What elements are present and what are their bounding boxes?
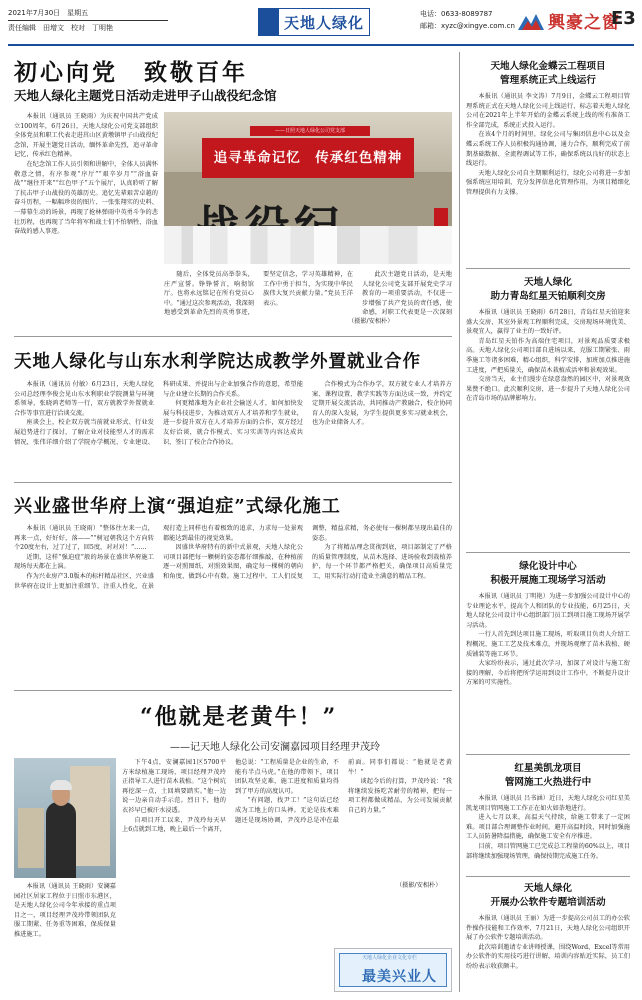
section-divider bbox=[466, 754, 630, 755]
right-article3-p1: 本报讯（通讯员 丁明艳）为进一步加强公司设计中心的专业理论水平，提高个人和团队的专业技能，6月25日，天地人绿化公司设计中心组织部门员工到项目施工现场开展学习活动。 bbox=[466, 593, 630, 629]
article4-lead bbox=[14, 882, 116, 990]
right-article2-title-line2: 助力青岛红星天铂顺利交房 bbox=[490, 291, 606, 302]
article1-photo bbox=[164, 112, 452, 264]
section-divider bbox=[466, 268, 630, 269]
party-flag-icon bbox=[434, 208, 448, 226]
right-article5-body bbox=[466, 914, 630, 992]
right-article2-p1: 本报讯（通讯员 王晓雨）6月28日，青岛红星天铂迎来盛大交房，其室外景观工程顺利完成，交房现场环境优美、景观宜人，赢得了业主的一致好评。 bbox=[466, 309, 630, 336]
right-article4-p3: 目前，项目管网施工已完成总工程量的60%以上，项目部将继续加强现场管理，确保按期完成施工任务。 bbox=[466, 842, 630, 860]
article3-p5: 为了将精品理念贯彻到底，项目部制定了严格的质量管理制度，从苗木选择、进场验收到栽植养护，每一个环节都严格把关，确保项目高质量完工，用实际行动打造业主满意的精品工程。 bbox=[312, 544, 452, 580]
article4-photo bbox=[14, 758, 116, 878]
right-article3-title-line2: 积极开展施工现场学习活动 bbox=[490, 575, 606, 586]
photo-crowd bbox=[164, 226, 452, 264]
page-number: E3 bbox=[611, 8, 636, 29]
column-badge bbox=[334, 948, 452, 992]
article3-p4: 因盛世华府特有的新中式景观，天地人绿化公司项目部把每一颗树的姿态都仔细推敲，在种植前逐一对照图纸、对照效果图，确定每一棵树的朝向和角度，做到心中有数。施工过程中，工人们反复调整，精益求精，务必使每一棵树都呈现出最佳的姿态。 bbox=[163, 525, 452, 580]
section-header bbox=[258, 8, 370, 36]
right-article5-title-line1: 天地人绿化 bbox=[524, 883, 572, 894]
column-badge-inner bbox=[339, 953, 447, 987]
article2-title: 天地人绿化与山东水利学院达成教学外置就业合作 bbox=[14, 352, 421, 372]
right-article2-title bbox=[466, 276, 630, 304]
article1-photo-credit: （摄影/安相朴） bbox=[348, 318, 394, 325]
article4-subtitle: ——记天地人绿化公司安澜嘉园项目经理尹茂玲 bbox=[170, 742, 380, 753]
section-divider bbox=[466, 876, 630, 877]
right-article1-title bbox=[466, 60, 630, 88]
right-article1-title-line2: 管理系统正式上线运行 bbox=[500, 75, 596, 86]
red-banner: 追寻革命记忆 传承红色精神 bbox=[202, 138, 414, 178]
right-article2-title-line1: 天地人绿化 bbox=[524, 277, 572, 288]
section-divider bbox=[14, 482, 452, 483]
right-article3-title bbox=[466, 560, 630, 588]
photo-building bbox=[18, 808, 44, 868]
article2-body bbox=[14, 380, 452, 476]
article2-p1: 本报讯（通讯员 付敏）6月23日，天地人绿化公司总经理李俊会见山东水利职业学院测量与环境系领导，张晓鸿老师等一行，双方就教学外置就业合作等事宜进行洽谈交流。 bbox=[14, 381, 154, 417]
masthead-contact bbox=[420, 8, 515, 32]
column-badge-tag: 天地人绿化企业文化专栏 bbox=[362, 955, 418, 961]
article1-p2: 在纪念馆工作人员引领和讲解中，全体人员满怀敬意之情，有序参观“序厅”“艰辛岁月”“浴血奋战”“继往开来”“红色甲子”五个展厅，认真聆听了解了抗击甲子山战役的英雄历史。追忆先辈艰苦卓越的奋斗历程，一幅幅珍贵的图片、一张张翔实的史料、一幕幕生动的场景，再现了抢林弹雨中英勇斗争的悲壮历程，也再现了当年将军和战士们不怕牺牲、浴血奋战的感人事迹。 bbox=[14, 160, 158, 236]
right-article1-title-line1: 天地人绿化金蝶云工程项目 bbox=[490, 61, 606, 72]
phone: 电话：0633-8089787 bbox=[420, 10, 493, 18]
right-article4-title bbox=[466, 762, 630, 790]
article3-p3: 作为兴业房产3.0版本的标杆精品社区，兴业盛世华府在设计上更加注重细节、注重人性化，在景观打造上同样也有着极致的追求，力求每一处景观都能达到最佳的视觉效果。 bbox=[14, 525, 303, 590]
right-article3-p3: 大家纷纷表示，通过此次学习，加深了对设计与施工衔接的理解，今后将把所学运用到设计工作中，不断提升设计方案的可实施性。 bbox=[466, 660, 630, 687]
right-article1-p1: 本报讯（通讯员 李文涛）7月9日，金蝶云工程项目管理系统正式在天地人绿化公司上线运行，标志着天地人绿化公司在2021年上半年开始的金蝶云系统上线的所有准备工作全部完成，系统正式投入运行。 bbox=[466, 93, 630, 129]
section-divider bbox=[466, 552, 630, 553]
photo-person bbox=[46, 802, 76, 878]
article1-columns bbox=[164, 270, 452, 324]
section-divider bbox=[14, 336, 452, 337]
column-divider bbox=[459, 52, 460, 992]
column-badge-text: 最美兴业人 bbox=[362, 969, 437, 985]
article2-p4: 合作模式为合作办学，双方就专业人才培养方案、课程设置、教学实践等方面达成一致，并约定定期开展交流活动，共同推动产教融合，校企协同育人的深入发展，为学生提供更多实习就业机会，也为企业储备人才。 bbox=[312, 381, 452, 427]
article4-p2: 下午4点，安澜嘉园1区5700平方米绿植施工现场，项目经理尹茂玲正指导工人进行苗木栽植。“这个树坑再挖深一点，土回填要踏实。”他一边说一边亲自动手示范。烈日下，他的衣衫早已被汗水浸透。 bbox=[122, 759, 226, 814]
article1-p4: 此次主题党日活动，是天地人绿化公司党支部开展党史学习教育的一项重要活动，不仅进一步增强了共产党员的责任感，使命感，对职工代表更是一次深刻 bbox=[362, 271, 452, 317]
article4-p4: “有问题，找尹工！”这句话已经成为工地上的口头禅。无论是技术难题还是现场协调，尹茂玲总是冲在最前面。同事们都说：“他就是老黄牛！” bbox=[235, 759, 452, 824]
article3-title: 兴业盛世华府上演“强迫症”式绿化施工 bbox=[14, 496, 341, 517]
right-article3-p2: 一行人首先到达项目施工现场，听取项目负责人介绍工程概况、施工工艺及技术难点，并现场观摩了苗木栽植、硬质铺装等施工环节。 bbox=[466, 631, 630, 658]
right-article4-p2: 进入七月以来，高温天气持续，给施工带来了一定困难。项目部合理调整作业时间，避开高温时段，同时加强施工人员防暑降温措施，确保施工安全有序推进。 bbox=[466, 814, 630, 841]
right-article5-p2: 此次培训邀请专业讲师授课，围绕Word、Excel等常用办公软件的实用技巧进行讲解，培训内容贴近实际，员工们纷纷表示收获颇丰。 bbox=[466, 943, 630, 970]
section-title: 天地人绿化 bbox=[283, 13, 364, 32]
masthead bbox=[8, 4, 634, 44]
article4-p3: 自项目开工以来，尹茂玲每天早上6点就到工地，晚上最后一个离开，他总说：“工程质量是企业的生命，不能有半点马虎。”在他的带领下，项目团队攻坚克难，施工进度和质量均得到了甲方的高度认可。 bbox=[122, 759, 339, 834]
right-article1-p3: 天地人绿化公司自主期顺利运行，绿化公司将进一步加强系统应用培训，充分发挥信息化管理作用，为项目精细化管理提供有力支撑。 bbox=[466, 169, 630, 196]
right-article5-title-line2: 开展办公软件专题培训活动 bbox=[490, 897, 606, 908]
article3-body bbox=[14, 524, 452, 680]
divider bbox=[8, 20, 168, 21]
right-article4-body bbox=[466, 794, 630, 870]
brand-name: 興豪之窗 bbox=[548, 13, 620, 33]
hard-hat-icon bbox=[50, 780, 72, 790]
right-article2-p2: 青岛红星天铂作为高端住宅项目，对景观品质要求极高。天地人绿化公司项目部自进场以来，克服工期紧张、雨季施工等诸多困难，精心组织，科学安排，加班加点推进施工进度，严把质量关，确保苗木栽植成活率和景观效果。 bbox=[466, 337, 630, 374]
email: 邮箱：xyzc@xingye.com.cn bbox=[420, 22, 515, 30]
issue-date: 2021年7月30日 星期五 bbox=[8, 9, 89, 17]
article1-subtitle: 天地人绿化主题党日活动走进甲子山战役纪念馆 bbox=[14, 88, 277, 103]
right-article2-body bbox=[466, 308, 630, 546]
photo-building bbox=[70, 766, 110, 866]
section-marker-icon bbox=[259, 9, 279, 35]
article1-p1: 本报讯（通讯员 王晓雨）为庆祝中国共产党成立100周年，6月26日，天地人绿化公司党支部组织全体党员和职工代表走进莒山区黄墩镇甲子山战役纪念馆，开展主题党日活动，缅怀革命先烈，追寻革命记忆，传承红色精神。 bbox=[14, 113, 158, 159]
right-article3-title-line1: 绿化设计中心 bbox=[519, 561, 577, 572]
right-article4-title-line1: 红星美凯龙项目 bbox=[514, 763, 582, 774]
article4-title: “他就是老黄牛！” bbox=[140, 704, 338, 730]
article2-p3: 何更精准地为企业社会输送人才，如何加快发展与科技进步，为推动双方人才培养和学生就业，进一步提升双方在人才培养方面的合作，双方经过友好洽谈，就合作模式、实习实训等内容达成共识，签订了校企合作协议。 bbox=[163, 400, 303, 446]
article4-p1: 本报讯（通讯员 王晓雨）安澜嘉园社区居家工程位于日照市东港区，是天地人绿化公司今年承接的重点项目之一，项目经理尹茂玲带领团队克服工期紧、任务重等困难，保质保量推进施工。 bbox=[14, 883, 116, 938]
article4-photo-credit: （摄影/安相朴） bbox=[396, 882, 442, 889]
right-article5-title bbox=[466, 882, 630, 910]
right-article4-title-line2: 管网施工火热进行中 bbox=[504, 777, 592, 788]
banner-subtitle: ——日照天地人绿化公司党支部 bbox=[250, 126, 370, 136]
article2-p2: 座谈会上，校企双方就当前就业形式、行业发展趋势进行了探讨，了解企业对技能型人才的需求情况，张伟详细介绍了学院办学概况、专业建设、科研成果、并提出与企业加强合作的意愿，希望能与企业建立长期的合作关系。 bbox=[14, 381, 303, 446]
right-article4-p1: 本报讯（通讯员 吕书涵）近日，天地人绿化公司红星美凯龙项目管网施工工作正在如火如荼地进行。 bbox=[466, 795, 630, 812]
right-article1-body bbox=[466, 92, 630, 262]
masthead-rule bbox=[8, 44, 634, 46]
article3-p2: 近期，这样“强迫症”般的场景在盛世华府施工现场每天都在上演。 bbox=[14, 553, 154, 571]
article1-p3: 随后，全体党员高举拳头，庄严宣誓。铮铮誓言，响彻馆厅。也将永远铭记在所有党员心中。“通过这次参观活动，我深刻地感受到革命先烈的英勇事迹，要坚定信念，学习英雄精神，在工作中勇于担当，为实现中华民族伟大复兴贡献力量。”党员王洋表示。 bbox=[164, 271, 353, 317]
masthead-left bbox=[8, 7, 168, 34]
right-article5-p1: 本报讯（通讯员 王丽）为进一步提高公司员工的办公软件操作技能和工作效率，7月21日，天地人绿化公司组织开展了办公软件专题培训活动。 bbox=[466, 915, 630, 942]
right-article2-p3: 交房当天，业主们漫步在绿意盎然的园区中，对景观效果赞不绝口。此次顺利交房，进一步提升了天地人绿化公司在青岛市场的品牌影响力。 bbox=[466, 376, 630, 403]
section-divider bbox=[14, 690, 452, 691]
article4-p5: 谈起今后的打算，尹茂玲说：“我将继续发扬吃苦耐劳的精神，把每一项工程都做成精品，为公司发展贡献自己的力量。” bbox=[348, 778, 452, 814]
article3-p1: 本报讯（通讯员 王晓雨）“整体往左来一点，再来一点，好好好，落——”“树冠朝我这个方向转个20度左右，过了过了，回5度，对对对！”…… bbox=[14, 525, 154, 552]
article1-title: 初心向党 致敬百年 bbox=[14, 59, 248, 86]
xingye-logo-icon bbox=[516, 10, 546, 34]
right-article1-p2: 在该4个月的时间里，绿化公司与集团信息中心以及金蝶云系统工作人员积极沟通协调，通力合作，顺利完成了前期基础数据、全流程调试等工作，确保系统以良好的状态上线运行。 bbox=[466, 131, 630, 168]
right-article3-body bbox=[466, 592, 630, 748]
editors-line: 责任编辑 田增文 校对 丁明艳 bbox=[8, 24, 113, 32]
article1-body bbox=[14, 112, 158, 318]
